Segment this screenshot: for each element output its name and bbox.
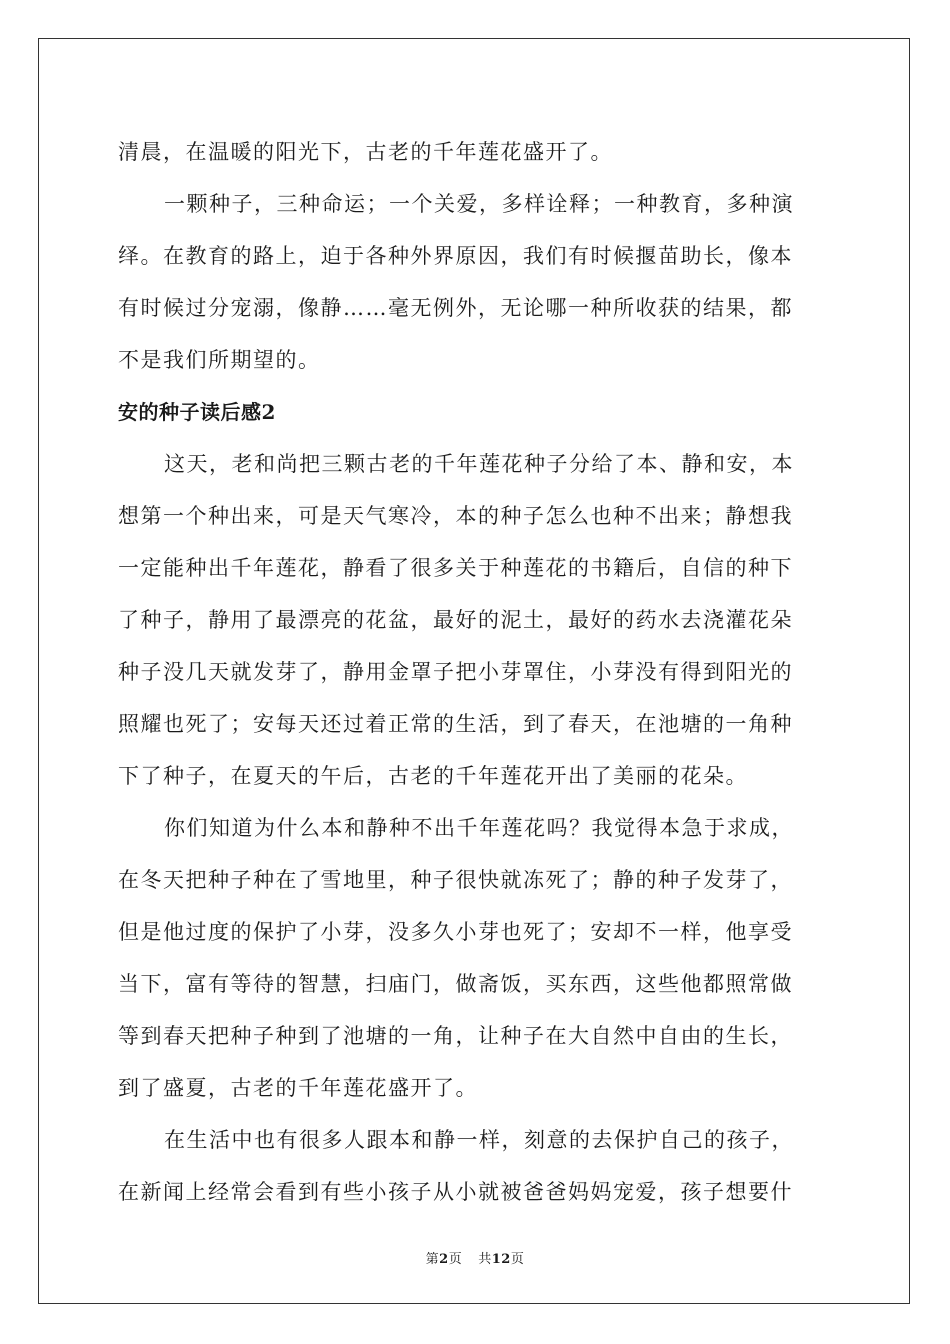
total-prefix: 共 [478, 1252, 492, 1267]
document-body [118, 126, 838, 1218]
text-line: 在新闻上经常会看到有些小孩子从小就被爸爸妈妈宠爱，孩子想要什 [118, 1180, 793, 1204]
text-line: 种子没几天就发芽了，静用金罩子把小芽罩住，小芽没有得到阳光的 [118, 660, 793, 684]
text-line: 到了盛夏，古老的千年莲花盛开了。 [118, 1076, 478, 1100]
section-heading: 安的种子读后感2 [118, 400, 276, 424]
text-line: 你们知道为什么本和静种不出千年莲花吗？我觉得本急于求成， [164, 816, 794, 840]
text-line: 不是我们所期望的。 [118, 348, 321, 372]
paragraph-2 [118, 178, 838, 386]
text-line: 清晨，在温暖的阳光下，古老的千年莲花盛开了。 [118, 140, 613, 164]
text-line: 照耀也死了；安每天还过着正常的生活，到了春天，在池塘的一角种 [118, 712, 793, 736]
text-line: 一颗种子，三种命运；一个关爱，多样诠释；一种教育，多种演 [164, 192, 794, 216]
text-line: 但是他过度的保护了小芽，没多久小芽也死了；安却不一样，他享受 [118, 920, 793, 944]
paragraph-3 [118, 438, 838, 802]
text-line: 了种子，静用了最漂亮的花盆，最好的泥土，最好的药水去浇灌花朵 [118, 608, 793, 632]
paragraph-5 [118, 1114, 838, 1218]
page-footer [0, 1248, 950, 1267]
text-line: 想第一个种出来，可是天气寒冷，本的种子怎么也种不出来；静想我 [118, 504, 793, 528]
paragraph-4 [118, 802, 838, 1114]
total-suffix: 页 [510, 1252, 525, 1267]
total-pages: 12 [491, 1252, 511, 1267]
paragraph-1 [118, 126, 838, 178]
page-number: 2 [439, 1252, 449, 1267]
page-suffix: 页 [448, 1252, 463, 1267]
text-line: 有时候过分宠溺，像静……毫无例外，无论哪一种所收获的结果，都 [118, 296, 793, 320]
text-line: 等到春天把种子种到了池塘的一角，让种子在大自然中自由的生长， [118, 1024, 793, 1048]
text-line: 一定能种出千年莲花，静看了很多关于种莲花的书籍后，自信的种下 [118, 556, 793, 580]
text-line: 当下，富有等待的智慧，扫庙门，做斋饭，买东西，这些他都照常做 [118, 972, 793, 996]
text-line: 绎。在教育的路上，迫于各种外界原因，我们有时候揠苗助长，像本 [118, 244, 793, 268]
text-line: 这天，老和尚把三颗古老的千年莲花种子分给了本、静和安，本 [164, 452, 794, 476]
text-line: 下了种子，在夏天的午后，古老的千年莲花开出了美丽的花朵。 [118, 764, 748, 788]
text-line: 在冬天把种子种在了雪地里，种子很快就冻死了；静的种子发芽了， [118, 868, 793, 892]
text-line: 在生活中也有很多人跟本和静一样，刻意的去保护自己的孩子， [164, 1128, 794, 1152]
page-prefix: 第 [425, 1252, 440, 1267]
